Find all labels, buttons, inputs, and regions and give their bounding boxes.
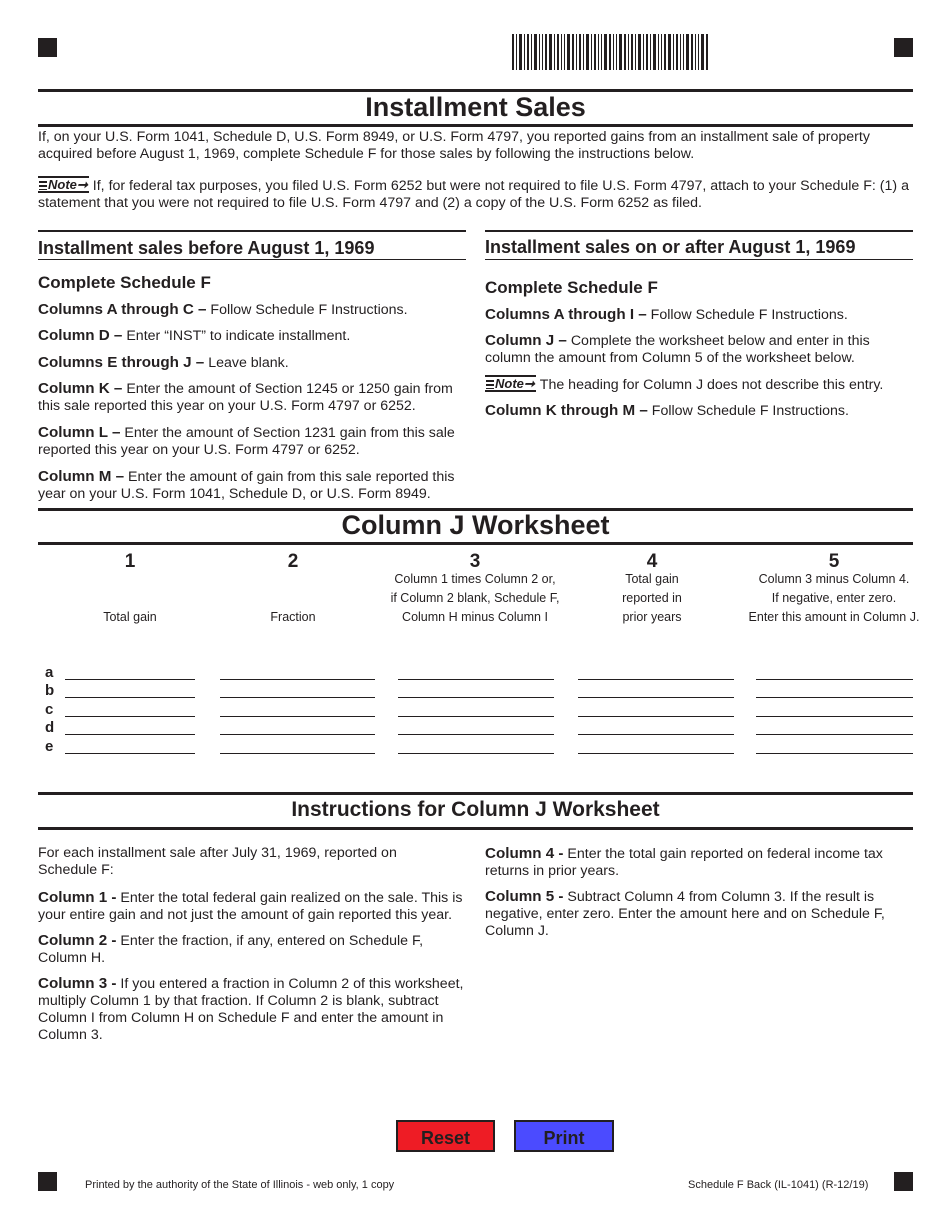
instruction-item: Column 3 - If you entered a fraction in Column 2 of this worksheet, multiply Column 1 by that fraction. If Column 2 is blank, subtract Column I from Column H on Schedule F and enter the amount in Column 3. — [38, 975, 464, 1043]
note-badge: Note➞ — [485, 375, 536, 392]
instruction-item: Column 1 - Enter the total federal gain realized on the sale. This is your entire gain and not just the amount of gain reported this year. — [38, 889, 463, 923]
row-c-col5-input[interactable] — [756, 702, 913, 717]
left-item: Columns E through J – Leave blank. — [38, 354, 289, 371]
top-note: Note➞ If, for federal tax purposes, you filed U.S. Form 6252 but were not required to file U.S. Form 4797, attach to your Schedule F: (1) a statement that you were not required to file U.S. Form 4797 and (2) a copy of the U.S. Form 6252 as filed. — [38, 177, 909, 211]
left-subheading: Complete Schedule F — [38, 273, 211, 292]
note-bars-icon — [486, 380, 494, 389]
left-heading: Installment sales before August 1, 1969 — [38, 238, 375, 258]
row-d-col5-input[interactable] — [756, 720, 913, 735]
footer-form-id: Schedule F Back (IL-1041) (R-12/19) — [688, 1179, 869, 1191]
row-e-col4-input[interactable] — [578, 739, 734, 754]
right-heading: Installment sales on or after August 1, 1969 — [485, 237, 856, 257]
right-item: Columns A through I – Follow Schedule F Instructions. — [485, 306, 848, 323]
row-d-col2-input[interactable] — [220, 720, 375, 735]
instructions-intro: For each installment sale after July 31, 1969, reported on Schedule F: — [38, 845, 397, 878]
worksheet-row-label: b — [45, 682, 55, 699]
worksheet-column-number: 4 — [646, 551, 658, 572]
left-heading-rule-top — [38, 230, 466, 232]
row-c-col3-input[interactable] — [398, 702, 554, 717]
instructions-rule-top — [38, 792, 913, 795]
instructions-rule-bottom — [38, 827, 913, 830]
worksheet-title: Column J Worksheet — [341, 510, 610, 540]
reset-button[interactable]: Reset — [396, 1120, 495, 1152]
instruction-item: Column 4 - Enter the total gain reported on federal income tax returns in prior years. — [485, 845, 883, 879]
footer-authority: Printed by the authority of the State of Illinois - web only, 1 copy — [85, 1179, 395, 1191]
row-c-col4-input[interactable] — [578, 702, 734, 717]
row-a-col1-input[interactable] — [65, 665, 195, 680]
instruction-item: Column 5 - Subtract Column 4 from Column 3. If the result is negative, enter zero. Enter the amount here and on Schedule F, Column J. — [485, 888, 885, 939]
instructions-title: Instructions for Column J Worksheet — [291, 798, 660, 821]
row-b-col4-input[interactable] — [578, 683, 734, 698]
registration-mark-bottom-right — [894, 1172, 913, 1191]
registration-mark-top-left — [38, 38, 57, 57]
row-b-col5-input[interactable] — [756, 683, 913, 698]
row-a-col3-input[interactable] — [398, 665, 554, 680]
worksheet-column-desc: Total gain — [103, 610, 157, 624]
worksheet-column-desc: Column 3 minus Column 4. If negative, enter zero. Enter this amount in Column J. — [748, 572, 920, 624]
instruction-item: Column 2 - Enter the fraction, if any, entered on Schedule F, Column H. — [38, 932, 424, 966]
worksheet-row-label: c — [45, 701, 54, 718]
left-item: Column D – Enter “INST” to indicate installment. — [38, 327, 351, 344]
row-e-col1-input[interactable] — [65, 739, 195, 754]
right-heading-rule-top — [485, 230, 913, 232]
row-b-col1-input[interactable] — [65, 683, 195, 698]
worksheet-column-desc: Fraction — [270, 610, 316, 624]
row-c-col1-input[interactable] — [65, 702, 195, 717]
title-rule-bottom — [38, 124, 913, 127]
worksheet-column-number: 1 — [124, 551, 136, 572]
worksheet-row-label: d — [45, 719, 55, 736]
row-a-col5-input[interactable] — [756, 665, 913, 680]
row-d-col3-input[interactable] — [398, 720, 554, 735]
left-item: Column M – Enter the amount of gain from this sale reported this year on your U.S. Form 1041, Schedule D, or U.S. Form 8949. — [38, 468, 455, 502]
right-item: Column K through M – Follow Schedule F Instructions. — [485, 402, 849, 419]
right-note: Note➞ The heading for Column J does not describe this entry. — [485, 375, 915, 394]
row-b-col2-input[interactable] — [220, 683, 375, 698]
note-bars-icon — [39, 181, 47, 190]
row-a-col4-input[interactable] — [578, 665, 734, 680]
registration-mark-top-right — [894, 38, 913, 57]
right-item: Column J – Complete the worksheet below and enter in this column the amount from Column 5 of the worksheet below. — [485, 332, 870, 366]
left-item: Columns A through C – Follow Schedule F Instructions. — [38, 301, 408, 318]
page-title: Installment Sales — [365, 92, 586, 122]
worksheet-column-desc: Total gain reported in prior years — [622, 572, 682, 624]
row-e-col2-input[interactable] — [220, 739, 375, 754]
worksheet-column-desc: Column 1 times Column 2 or, if Column 2 blank, Schedule F, Column H minus Column I — [390, 572, 560, 624]
row-e-col5-input[interactable] — [756, 739, 913, 754]
worksheet-rule-bottom — [38, 542, 913, 545]
left-heading-rule-bottom — [38, 259, 466, 260]
barcode — [512, 34, 708, 70]
row-d-col4-input[interactable] — [578, 720, 734, 735]
row-c-col2-input[interactable] — [220, 702, 375, 717]
row-a-col2-input[interactable] — [220, 665, 375, 680]
worksheet-row-label: a — [45, 664, 54, 681]
intro-text: If, on your U.S. Form 1041, Schedule D, U.S. Form 8949, or U.S. Form 4797, you reported gains from an installment sale of property acquired before August 1, 1969, complete Schedule F for those sales by following the instructions below. — [38, 129, 870, 162]
row-e-col3-input[interactable] — [398, 739, 554, 754]
worksheet-column-number: 5 — [828, 551, 840, 572]
left-item: Column K – Enter the amount of Section 1245 or 1250 gain from this sale reported this year on your U.S. Form 4797 or 6252. — [38, 380, 453, 414]
print-button[interactable]: Print — [514, 1120, 614, 1152]
note-badge: Note➞ — [38, 176, 89, 193]
worksheet-row-label: e — [45, 738, 54, 755]
right-heading-rule-bottom — [485, 259, 913, 260]
worksheet-column-number: 2 — [287, 551, 299, 572]
row-d-col1-input[interactable] — [65, 720, 195, 735]
worksheet-column-number: 3 — [469, 551, 481, 572]
row-b-col3-input[interactable] — [398, 683, 554, 698]
left-item: Column L – Enter the amount of Section 1231 gain from this sale reported this year on your U.S. Form 4797 or 6252. — [38, 424, 455, 458]
registration-mark-bottom-left — [38, 1172, 57, 1191]
right-subheading: Complete Schedule F — [485, 278, 658, 297]
